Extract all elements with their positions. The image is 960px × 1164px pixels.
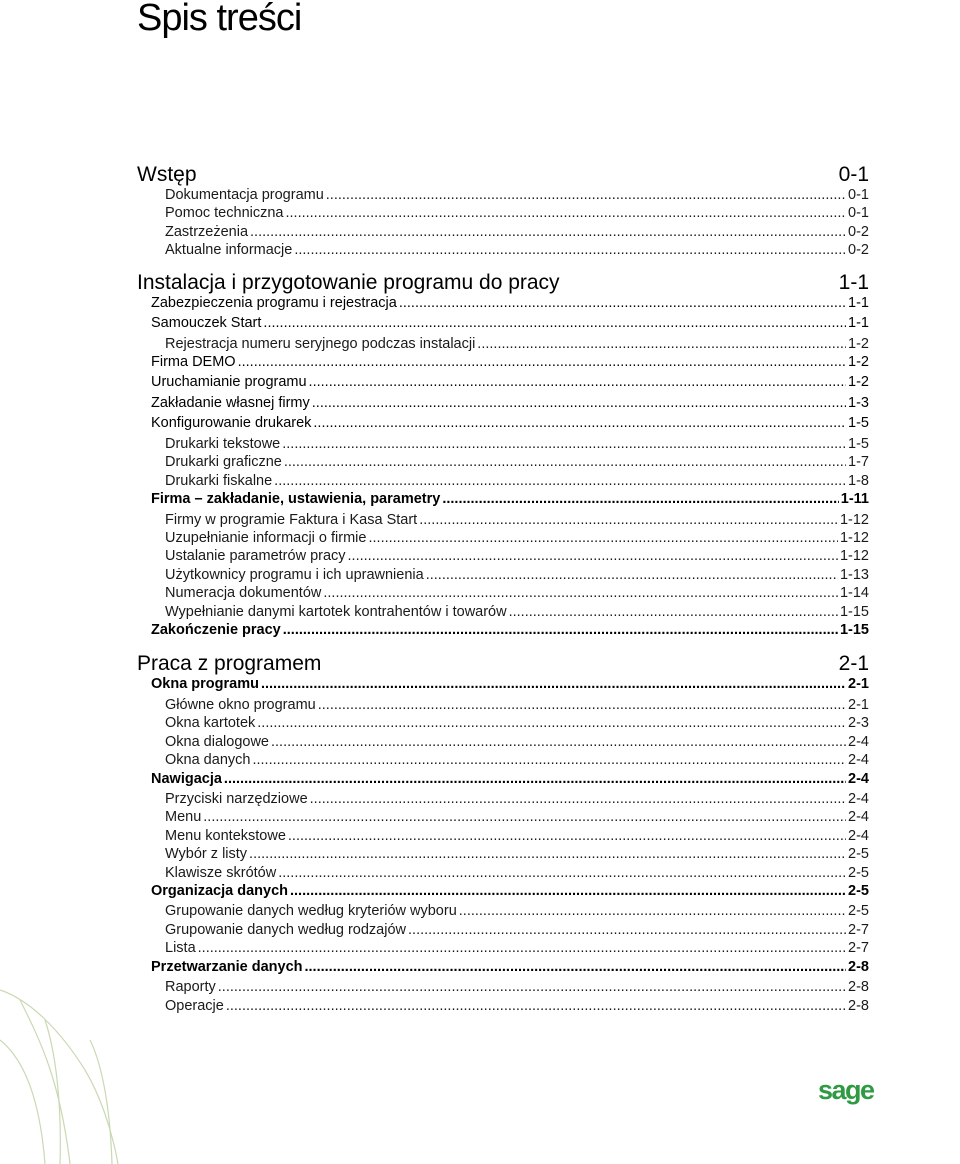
toc-page-number: 2-4 bbox=[848, 809, 869, 826]
toc-entry-title: Lista bbox=[165, 940, 196, 957]
dot-leader bbox=[312, 395, 846, 411]
dot-leader bbox=[399, 295, 846, 311]
toc-subsection[interactable] bbox=[137, 791, 869, 809]
toc-page-number: 1-13 bbox=[839, 566, 869, 583]
toc-subsection[interactable] bbox=[137, 585, 869, 603]
toc-page-number: 1-7 bbox=[848, 454, 869, 471]
toc-entry-title: Grupowanie danych według rodzajów bbox=[165, 921, 407, 938]
toc-subsection[interactable] bbox=[137, 473, 869, 491]
toc-entry-title: Wybór z listy bbox=[165, 846, 248, 863]
toc-subsection[interactable] bbox=[137, 846, 869, 864]
dot-leader bbox=[226, 998, 846, 1014]
toc-page-number: 1-2 bbox=[848, 374, 869, 391]
toc-entry-title: Wypełnianie danymi kartotek kontrahentów i towarów bbox=[165, 603, 507, 620]
toc-subsection[interactable] bbox=[137, 697, 869, 715]
toc-page-number: 1-15 bbox=[839, 621, 869, 638]
toc-entry-title: Konfigurowanie drukarek bbox=[151, 415, 312, 432]
dot-leader bbox=[442, 491, 838, 507]
toc-subsection[interactable] bbox=[137, 224, 869, 242]
toc-entry-title: Firma – zakładanie, ustawienia, parametry bbox=[151, 491, 441, 508]
toc-entry-title: Przetwarzanie danych bbox=[151, 958, 303, 975]
toc-page-number: 2-8 bbox=[848, 958, 869, 975]
toc-page-number: 2-4 bbox=[848, 770, 869, 787]
dot-leader bbox=[309, 374, 846, 390]
dot-leader bbox=[263, 315, 846, 331]
toc-entry-title: Uruchamianie programu bbox=[151, 374, 307, 391]
toc-entry-title: Grupowanie danych według kryteriów wyboru bbox=[165, 903, 457, 920]
toc-subsection[interactable] bbox=[137, 436, 869, 454]
toc-entry-title: Uzupełnianie informacji o firmie bbox=[165, 530, 367, 547]
toc-subsection[interactable] bbox=[137, 205, 869, 223]
toc-entry-title: Drukarki tekstowe bbox=[165, 435, 281, 452]
dot-leader bbox=[459, 903, 846, 919]
toc-subsection[interactable] bbox=[137, 809, 869, 827]
toc-page-number: 2-4 bbox=[848, 733, 869, 750]
toc-page-number: 2-8 bbox=[848, 979, 869, 996]
toc-subsection[interactable] bbox=[137, 336, 869, 354]
toc-entry-title: Zabezpieczenia programu i rejestracja bbox=[151, 294, 397, 311]
toc-entry-title: Okna dialogowe bbox=[165, 733, 269, 750]
toc-section[interactable] bbox=[137, 415, 869, 436]
toc-page-number: 0-1 bbox=[848, 187, 869, 203]
dot-leader bbox=[288, 828, 846, 844]
dot-leader bbox=[261, 676, 846, 692]
dot-leader bbox=[310, 791, 846, 807]
toc-subsection[interactable] bbox=[137, 903, 869, 921]
toc-subsection[interactable] bbox=[137, 187, 869, 205]
toc-entry-title: Wstęp bbox=[137, 163, 197, 186]
toc-section[interactable] bbox=[137, 676, 869, 697]
toc-entry-title: Okna programu bbox=[151, 676, 259, 693]
dot-leader bbox=[509, 604, 838, 620]
dot-leader bbox=[218, 979, 846, 995]
toc-entry-title: Instalacja i przygotowanie programu do pracy bbox=[137, 270, 560, 294]
toc-page-number: 0-1 bbox=[838, 163, 869, 186]
toc-entry-title: Operacje bbox=[165, 997, 224, 1014]
toc-entry-title: Klawisze skrótów bbox=[165, 864, 277, 881]
toc-chapter[interactable] bbox=[137, 642, 869, 676]
toc-page-number: 2-5 bbox=[848, 882, 869, 899]
toc-page-number: 1-15 bbox=[839, 603, 869, 620]
toc-page-number: 2-1 bbox=[848, 676, 869, 693]
dot-leader bbox=[257, 715, 846, 731]
toc-entry-title: Zakończenie pracy bbox=[151, 621, 281, 638]
dot-leader bbox=[419, 512, 838, 528]
dot-leader bbox=[323, 585, 838, 601]
toc-entry-title: Rejestracja numeru seryjnego podczas instalacji bbox=[165, 335, 476, 352]
dot-leader bbox=[203, 809, 846, 825]
toc-page-number: 1-1 bbox=[838, 270, 869, 294]
toc-page-number: 1-12 bbox=[839, 548, 869, 565]
toc-chapter[interactable] bbox=[137, 261, 869, 295]
toc-entry-title: Nawigacja bbox=[151, 770, 222, 787]
toc-subsection[interactable] bbox=[137, 715, 869, 733]
toc-subsection[interactable] bbox=[137, 865, 869, 883]
dot-leader bbox=[224, 771, 846, 787]
toc-page-number: 2-5 bbox=[848, 864, 869, 881]
toc-entry-title: Użytkownicy programu i ich uprawnienia bbox=[165, 566, 424, 583]
toc-entry-title: Okna kartotek bbox=[165, 715, 256, 732]
dot-leader bbox=[408, 922, 846, 938]
toc-page-number: 1-2 bbox=[848, 335, 869, 352]
toc-entry-title: Menu kontekstowe bbox=[165, 827, 286, 844]
dot-leader bbox=[284, 454, 846, 470]
toc-page-number: 1-1 bbox=[848, 294, 869, 311]
toc-page-number: 1-8 bbox=[848, 472, 869, 489]
toc-subsection[interactable] bbox=[137, 998, 869, 1016]
toc-page-number: 1-11 bbox=[840, 491, 869, 508]
toc-page-number: 0-2 bbox=[848, 223, 869, 240]
dot-leader bbox=[271, 734, 846, 750]
dot-leader bbox=[305, 959, 847, 975]
toc-page-number: 1-5 bbox=[848, 435, 869, 452]
toc-section[interactable] bbox=[137, 771, 869, 792]
toc-page-number: 1-14 bbox=[839, 585, 869, 602]
toc-subsection[interactable] bbox=[137, 242, 869, 260]
toc-subsection[interactable] bbox=[137, 567, 869, 585]
dot-leader bbox=[252, 752, 846, 768]
toc-entry-title: Zakładanie własnej firmy bbox=[151, 394, 310, 411]
toc-entry-title: Raporty bbox=[165, 979, 216, 996]
toc-page-number: 2-5 bbox=[848, 846, 869, 863]
toc-section[interactable] bbox=[137, 959, 869, 980]
dot-leader bbox=[238, 354, 846, 370]
toc-subsection[interactable] bbox=[137, 530, 869, 548]
toc-section[interactable] bbox=[137, 491, 869, 512]
dot-leader bbox=[282, 436, 846, 452]
dot-leader bbox=[426, 567, 838, 583]
dot-leader bbox=[368, 530, 837, 546]
toc-page-number: 0-2 bbox=[848, 242, 869, 259]
toc-entry-title: Pomoc techniczna bbox=[165, 205, 284, 222]
dot-leader bbox=[326, 187, 846, 203]
toc-page-number: 2-7 bbox=[848, 921, 869, 938]
dot-leader bbox=[313, 415, 846, 431]
toc-page-number: 2-3 bbox=[848, 715, 869, 732]
toc-subsection[interactable] bbox=[137, 940, 869, 958]
toc-entry-title: Przyciski narzędziowe bbox=[165, 791, 308, 808]
toc-subsection[interactable] bbox=[137, 454, 869, 472]
page-title: Spis treści bbox=[137, 0, 302, 39]
toc-entry-title: Menu bbox=[165, 809, 202, 826]
toc-subsection[interactable] bbox=[137, 604, 869, 622]
toc-subsection[interactable] bbox=[137, 548, 869, 566]
dot-leader bbox=[274, 473, 846, 489]
toc-page-number: 2-1 bbox=[838, 652, 869, 676]
toc-section[interactable] bbox=[137, 883, 869, 904]
toc-page-number: 1-1 bbox=[848, 315, 869, 332]
toc-page-number: 2-4 bbox=[848, 791, 869, 808]
toc-entry-title: Okna danych bbox=[165, 752, 251, 769]
toc-entry-title: Samouczek Start bbox=[151, 315, 262, 332]
toc-section[interactable] bbox=[137, 354, 869, 375]
toc-entry-title: Ustalanie parametrów pracy bbox=[165, 548, 346, 565]
table-of-contents bbox=[137, 155, 869, 1016]
toc-section[interactable] bbox=[137, 395, 869, 416]
dot-leader bbox=[250, 224, 846, 240]
toc-page-number: 2-5 bbox=[848, 903, 869, 920]
toc-subsection[interactable] bbox=[137, 752, 869, 770]
toc-page-number: 1-5 bbox=[848, 415, 869, 432]
dot-leader bbox=[290, 883, 846, 899]
toc-entry-title: Zastrzeżenia bbox=[165, 223, 249, 240]
toc-page-number: 2-1 bbox=[848, 696, 869, 713]
dot-leader bbox=[318, 697, 846, 713]
decorative-plant-graphic bbox=[0, 0, 140, 1164]
toc-entry-title: Numeracja dokumentów bbox=[165, 585, 322, 602]
toc-entry-title: Aktualne informacje bbox=[165, 242, 293, 259]
dot-leader bbox=[294, 242, 846, 258]
toc-page-number: 1-12 bbox=[839, 530, 869, 547]
dot-leader bbox=[198, 940, 846, 956]
toc-entry-title: Firmy w programie Faktura i Kasa Start bbox=[165, 511, 418, 528]
toc-entry-title: Drukarki fiskalne bbox=[165, 472, 273, 489]
toc-entry-title: Główne okno programu bbox=[165, 696, 316, 713]
toc-chapter[interactable] bbox=[137, 155, 869, 187]
toc-page-number: 2-4 bbox=[848, 752, 869, 769]
toc-entry-title: Firma DEMO bbox=[151, 353, 236, 370]
toc-page-number: 2-8 bbox=[848, 997, 869, 1014]
toc-subsection[interactable] bbox=[137, 828, 869, 846]
toc-page-number: 2-7 bbox=[848, 940, 869, 957]
sage-logo: sage bbox=[818, 1075, 874, 1105]
toc-subsection[interactable] bbox=[137, 922, 869, 940]
toc-section[interactable] bbox=[137, 295, 869, 316]
dot-leader bbox=[278, 865, 846, 881]
toc-page-number: 0-1 bbox=[848, 205, 869, 222]
toc-page-number: 1-3 bbox=[848, 394, 869, 411]
dot-leader bbox=[249, 846, 846, 862]
dot-leader bbox=[283, 622, 838, 638]
toc-page-number: 1-2 bbox=[848, 353, 869, 370]
toc-section[interactable] bbox=[137, 315, 869, 336]
toc-section[interactable] bbox=[137, 374, 869, 395]
toc-subsection[interactable] bbox=[137, 512, 869, 530]
toc-entry-title: Dokumentacja programu bbox=[165, 187, 324, 203]
toc-section[interactable] bbox=[137, 622, 869, 643]
toc-page-number: 2-4 bbox=[848, 827, 869, 844]
dot-leader bbox=[348, 548, 838, 564]
dot-leader bbox=[477, 336, 846, 352]
toc-entry-title: Praca z programem bbox=[137, 652, 322, 676]
toc-entry-title: Drukarki graficzne bbox=[165, 454, 282, 471]
toc-entry-title: Organizacja danych bbox=[151, 882, 288, 899]
toc-page-number: 1-12 bbox=[839, 511, 869, 528]
dot-leader bbox=[285, 205, 846, 221]
toc-subsection[interactable] bbox=[137, 979, 869, 997]
toc-subsection[interactable] bbox=[137, 734, 869, 752]
